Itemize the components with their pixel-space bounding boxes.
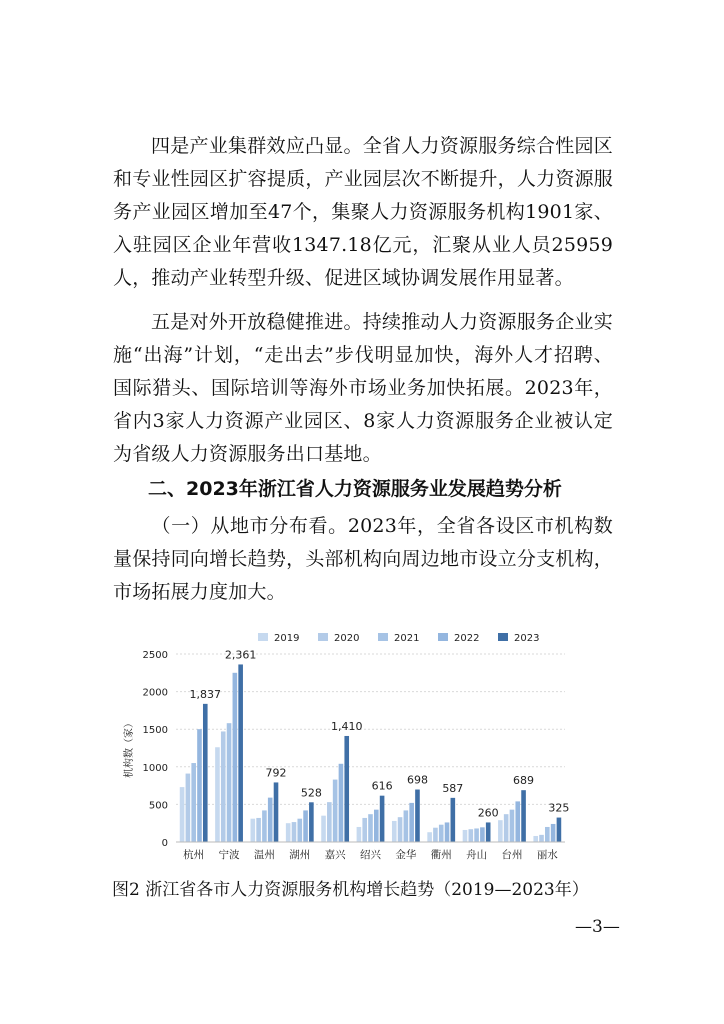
bar <box>415 790 420 842</box>
bar <box>551 824 556 842</box>
bar <box>545 827 550 842</box>
y-tick-label: 0 <box>161 838 168 849</box>
bar <box>451 798 456 842</box>
bar <box>292 822 297 842</box>
bar <box>439 825 444 842</box>
bar <box>180 787 185 842</box>
paragraph-body: 全省人力资源服务综合性园区和专业性园区扩容提质，产业园层次不断提升，人力资源服务产业园区增加至47个，集聚人力资源服务机构1901家、入驻园区企业年营收1347.18亿元，汇聚从业人员25959人，推动产业转型升级、促进区域协调发展作用显著。 <box>113 135 613 289</box>
bar <box>233 673 238 842</box>
bar <box>256 818 261 842</box>
bar <box>327 802 332 842</box>
y-tick-label: 2500 <box>142 650 168 661</box>
bar <box>321 816 326 842</box>
bar <box>480 827 485 842</box>
bar <box>374 810 379 842</box>
bar <box>510 810 515 842</box>
x-tick-label: 嘉兴 <box>324 849 346 861</box>
x-tick-label: 舟山 <box>466 849 488 861</box>
bar <box>504 814 509 842</box>
data-label: 1,837 <box>189 687 222 701</box>
paragraph-body: 持续推动人力资源服务企业实施“出海”计划，“走出去”步伐明显加快，海外人才招聘、国际猎头、国际培训等海外市场业务加快拓展。2023年，省内3家人力资源产业园区、8家人力资源服务企业被认定为省级人力资源服务出口基地。 <box>113 311 613 465</box>
x-tick-label: 绍兴 <box>360 849 381 861</box>
legend-label: 2021 <box>394 633 420 644</box>
y-tick-label: 2000 <box>142 687 168 699</box>
bar <box>268 798 273 842</box>
legend-label: 2023 <box>514 633 540 644</box>
bar <box>333 780 338 842</box>
bar <box>486 822 491 842</box>
bar <box>221 731 226 842</box>
paragraph-lead: （一）从地市分布看。 <box>151 515 348 537</box>
bar <box>433 828 438 842</box>
bar <box>515 801 520 842</box>
data-label: 689 <box>513 774 535 788</box>
x-tick-label: 台州 <box>501 849 523 861</box>
paragraph-industry-cluster <box>113 130 613 295</box>
bar <box>251 819 256 842</box>
bar <box>262 810 267 842</box>
data-label: 260 <box>477 806 499 820</box>
data-label: 528 <box>300 786 322 800</box>
legend-label: 2020 <box>334 633 360 644</box>
bar <box>392 821 397 842</box>
x-tick-label: 衢州 <box>430 849 452 861</box>
bar <box>474 828 479 842</box>
bar <box>191 763 196 842</box>
bar <box>215 747 220 842</box>
legend-swatch <box>438 633 448 641</box>
page-number: —3— <box>575 917 620 937</box>
bar <box>468 829 473 842</box>
paragraph-regional-distribution <box>113 510 613 609</box>
data-label: 616 <box>371 779 393 793</box>
bar <box>463 830 468 842</box>
bar <box>427 832 432 842</box>
legend-label: 2022 <box>454 633 480 644</box>
bar <box>197 729 202 842</box>
bar <box>521 790 526 842</box>
bar <box>445 822 450 842</box>
figure-caption: 图2 浙江省各市人力资源服务机构增长趋势（2019—2023年） <box>112 880 589 900</box>
data-label: 792 <box>265 766 287 780</box>
data-label: 325 <box>548 801 570 815</box>
x-tick-label: 宁波 <box>218 849 240 861</box>
bar <box>339 764 344 842</box>
bar <box>362 818 367 842</box>
data-label: 2,361 <box>224 648 257 662</box>
bar <box>274 782 279 842</box>
bar <box>404 810 409 842</box>
legend-swatch <box>498 633 508 641</box>
bar <box>357 827 362 842</box>
bar <box>368 814 373 842</box>
data-label: 1,410 <box>330 719 363 733</box>
bar <box>380 796 385 842</box>
bar <box>344 736 349 842</box>
bar <box>498 820 503 842</box>
paragraph-body: 2023年，全省各设区市机构数量保持同向增长趋势，头部机构向周边地市设立分支机构，市场拓展力度加大。 <box>113 515 613 603</box>
x-tick-label: 湖州 <box>289 849 311 861</box>
data-label: 587 <box>442 781 464 795</box>
bar <box>238 664 243 842</box>
x-tick-label: 丽水 <box>536 849 558 861</box>
bar <box>398 817 403 842</box>
data-label: 698 <box>406 773 428 787</box>
bar <box>303 810 308 842</box>
paragraph-lead: 五是对外开放稳健推进。 <box>151 311 363 333</box>
section-heading: 二、2023年浙江省人力资源服务业发展趋势分析 <box>148 478 562 500</box>
bar <box>533 836 538 842</box>
y-tick-label: 1500 <box>142 725 168 737</box>
legend-swatch <box>318 633 328 641</box>
bar <box>227 723 232 842</box>
x-tick-label: 金华 <box>395 849 417 861</box>
bar <box>557 818 562 842</box>
x-tick-label: 温州 <box>253 849 275 861</box>
x-tick-label: 杭州 <box>183 849 205 861</box>
bar <box>409 803 414 842</box>
bar <box>309 802 314 842</box>
bar <box>286 823 291 842</box>
bar-chart <box>110 620 580 870</box>
y-axis-label: 机构数（家） <box>124 718 135 778</box>
y-tick-label: 500 <box>148 800 168 812</box>
legend-swatch <box>378 633 388 641</box>
paragraph-opening-up <box>113 306 613 471</box>
legend-swatch <box>258 633 268 641</box>
y-tick-label: 1000 <box>142 762 168 774</box>
legend-label: 2019 <box>274 633 300 644</box>
bar <box>297 819 302 842</box>
bar <box>186 774 191 842</box>
paragraph-lead: 四是产业集群效应凸显。 <box>151 135 363 157</box>
bar <box>539 835 544 842</box>
bar <box>203 704 208 842</box>
